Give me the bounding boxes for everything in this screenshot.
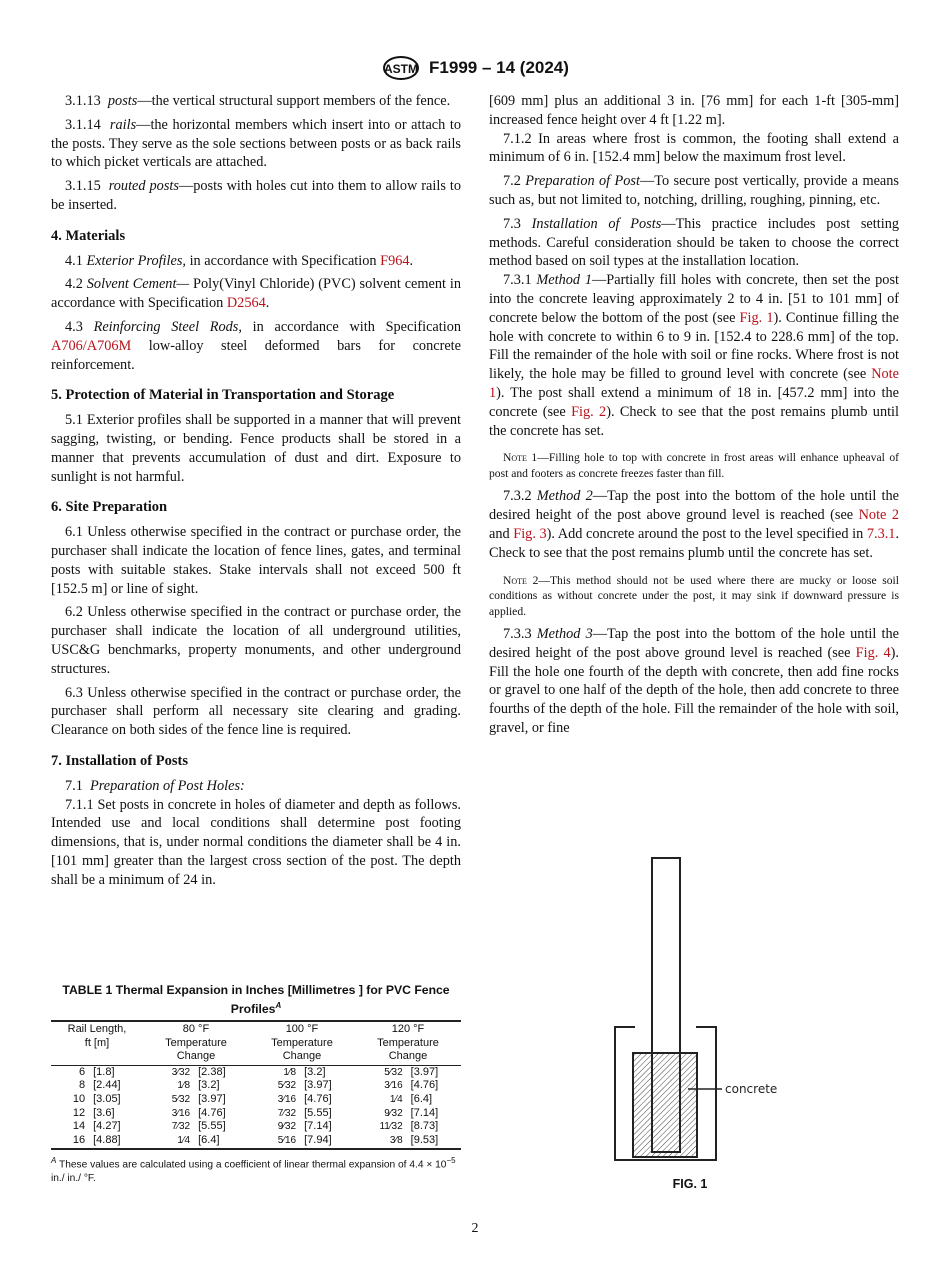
link-d2564[interactable]: D2564 bbox=[226, 295, 266, 312]
concrete-area bbox=[633, 1053, 697, 1157]
paragraph-7-1: 7.1 Preparation of Post Holes: bbox=[65, 777, 245, 794]
column-header-120f: 120 °F Temperature Change bbox=[377, 1023, 439, 1063]
table-row: 8 [2.44] 1⁄8 [3.2] 5⁄32 [3.97] 3⁄16 [4.76] bbox=[78, 1079, 439, 1092]
paragraph-7-1-2: 7.1.2 In areas where frost is common, the footing shall extend a minimum of 6 in. [152.4 mm] below the maximum frost level. bbox=[489, 130, 899, 166]
column-header-rail-length: Rail Length, ft [m] bbox=[67, 1023, 127, 1049]
paragraph-7-2: 7.2 Preparation of Post—To secure post vertically, provide a means such as, but not limited to, notching, drilling, roughing, pinning, etc. bbox=[489, 173, 899, 208]
thermal-expansion-table bbox=[51, 1020, 461, 1150]
column-header-100f: 100 °F Temperature Change bbox=[271, 1023, 333, 1063]
table-row: 14 [4.27] 7⁄32 [5.55] 9⁄32 [7.14] 11⁄32 [8.73] bbox=[72, 1120, 439, 1133]
definition-3-1-15: 3.1.15 routed posts—posts with holes cut into them to allow rails to be inserted. bbox=[51, 178, 461, 213]
definition-3-1-13: 3.1.13 posts—the vertical structural support members of the fence. bbox=[65, 93, 451, 109]
paragraph-7-3-1: 7.3.1 Method 1—Partially fill holes with concrete, then set the post into the concrete leaving approximately 2 to 4 in. [51 to 101 mm] of concrete below the bottom of the post (see Fig. 1). Continue filling the hole with concrete to within 6 to 9 in. [152.4 to 228.6 mm] of the top. Fill the remainder of the hole with soil or fine rocks. Where frost is not likely, the hole may be filled to ground level with concrete (see Note 1). The post shall extend a minimum of 18 in. [457.2 mm] into the concrete (see Fig. 2). Check to see that the post remains plumb until the concrete has set. bbox=[489, 272, 900, 439]
concrete-label: concrete bbox=[725, 1082, 778, 1096]
section-heading-installation: 7. Installation of Posts bbox=[51, 752, 188, 769]
link-note-1[interactable]: Note 1 bbox=[489, 366, 899, 401]
paragraph-4-2: 4.2 Solvent Cement— Poly(Vinyl Chloride) (PVC) solvent cement in accordance with Specification D2564. bbox=[51, 276, 461, 312]
column-header-80f: 80 °F Temperature Change bbox=[165, 1023, 227, 1063]
link-f964[interactable]: F964 bbox=[380, 252, 410, 269]
paragraph-6-2: 6.2 Unless otherwise specified in the contract or purchase order, the purchaser shall indicate the location of all underground utilities, USC&G benchmarks, property monuments, and other underground structures. bbox=[51, 604, 461, 677]
link-fig-4[interactable]: Fig. 4 bbox=[855, 644, 891, 661]
table-1 bbox=[51, 983, 461, 1186]
paragraph-7-3-3: 7.3.3 Method 3—Tap the post into the bottom of the hole until the desired height of the post above ground level is reached (see Fig. 4). Fill the hole one fourth of the depth with concrete, then add fine rocks or gravel to one half of the depth of the hole, then add concrete to three fourths of the depth of the hole. Fill the remainder of the hole with soil, gravel, or fine bbox=[489, 626, 899, 737]
section-heading-materials: 4. Materials bbox=[51, 227, 126, 244]
right-column bbox=[489, 92, 899, 743]
link-a706[interactable]: A706/A706M bbox=[51, 337, 132, 354]
table-row: 10 [3.05] 5⁄32 [3.97] 3⁄16 [4.76] 1⁄4 [6.4] bbox=[72, 1092, 433, 1105]
paragraph-7-1-1-continued: [609 mm] plus an additional 3 in. [76 mm] for each 1-ft [305-mm] increased fence height over 4 ft [1.22 m]. bbox=[489, 93, 899, 128]
paragraph-4-3: 4.3 Reinforcing Steel Rods, in accordance with Specification A706/A706M low-alloy steel deformed bars for concrete reinforcement. bbox=[51, 318, 462, 373]
link-7-3-1[interactable]: 7.3.1 bbox=[866, 525, 896, 542]
link-fig-3[interactable]: Fig. 3 bbox=[513, 525, 547, 542]
table-row: 6 [1.8] 3⁄32 [2.38] 1⁄8 [3.2] 5⁄32 [3.97] bbox=[78, 1065, 439, 1078]
svg-text:ASTM: ASTM bbox=[384, 62, 419, 76]
document-designation: F1999 – 14 (2024) bbox=[429, 58, 569, 77]
table-row: 12 [3.6] 3⁄16 [4.76] 7⁄32 [5.55] 9⁄32 [7.14] bbox=[72, 1106, 439, 1119]
table-title: TABLE 1 Thermal Expansion in Inches [Millimetres ] for PVC Fence Profiles$^A$ bbox=[62, 983, 450, 1017]
page-number: 2 bbox=[471, 1221, 479, 1236]
figure-caption: FIG. 1 bbox=[672, 1177, 708, 1191]
paragraph-7-3: 7.3 Installation of Posts—This practice includes post setting methods. Careful consideration should be taken to choose the correct method based on soil types at the installation location. bbox=[489, 215, 899, 270]
astm-logo-icon bbox=[381, 55, 421, 81]
link-fig-2[interactable]: Fig. 2 bbox=[571, 403, 607, 420]
page-header bbox=[0, 55, 950, 81]
post-in-concrete-diagram bbox=[590, 850, 790, 1175]
table-row: 16 [4.88] 1⁄4 [6.4] 5⁄16 [7.94] 3⁄8 [9.53] bbox=[72, 1134, 439, 1147]
figure-1 bbox=[590, 850, 790, 1195]
section-heading-protection: 5. Protection of Material in Transportation and Storage bbox=[51, 387, 395, 404]
paragraph-5-1: 5.1 Exterior profiles shall be supported in a manner that will prevent sagging, twisting, or bending. Fence products shall be stored in a manner that prevents accumulation of dust and dirt. Exposure to sunlight is not harmful. bbox=[51, 412, 461, 485]
paragraph-6-1: 6.1 Unless otherwise specified in the contract or purchase order, the purchaser shall indicate the location of fence lines, gates, and terminal posts with suitable stakes. Stake intervals shall not exceed 500 ft [152.5 m] or line of sight. bbox=[51, 524, 461, 597]
definition-3-1-14: 3.1.14 rails—the horizontal members which insert into or attach to the posts. They serve as the sole sections between posts or as back rails to which picket verticals are attached. bbox=[51, 116, 461, 171]
paragraph-7-3-2: 7.3.2 Method 2—Tap the post into the bottom of the hole until the desired height of the post above ground level is reached (see Note 2 and Fig. 3). Add concrete around the post to the level specified in 7.3.1. Check to see that the post remains plumb until the concrete has set. bbox=[489, 488, 900, 561]
note-1: Note 1—Filling hole to top with concrete in frost areas will enhance upheaval of post and footers as concrete freezes faster than fill. bbox=[489, 451, 899, 480]
paragraph-6-3: 6.3 Unless otherwise specified in the contract or purchase order, the purchaser shall perform all necessary site clearing and grading. Clearance on both sides of the fence line is required. bbox=[51, 684, 461, 739]
link-fig-1[interactable]: Fig. 1 bbox=[739, 309, 774, 326]
paragraph-4-1: 4.1 Exterior Profiles, in accordance with Specification F964. bbox=[65, 252, 414, 269]
table-footnote: $^A$ These values are calculated using a coefficient of linear thermal expansion of $4.4 \times 10^{-5}$ in./ in./ °F. bbox=[51, 1155, 456, 1185]
paragraph-7-1-1: 7.1.1 Set posts in concrete in holes of diameter and depth as follows. Intended use and local conditions shall determine post footing dimensions, that is, under normal conditions the diameter shall be 4 in. [101 mm] greater than the largest cross section of the post. The depth shall be a minimum of 24 in. bbox=[51, 796, 461, 888]
link-note-2[interactable]: Note 2 bbox=[858, 507, 899, 524]
left-column bbox=[51, 92, 461, 894]
note-2: Note 2—This method should not be used where there are mucky or loose soil conditions as without concrete under the post, it may sink if downward pressure is applied. bbox=[489, 573, 899, 618]
section-heading-site-preparation: 6. Site Preparation bbox=[51, 499, 168, 516]
